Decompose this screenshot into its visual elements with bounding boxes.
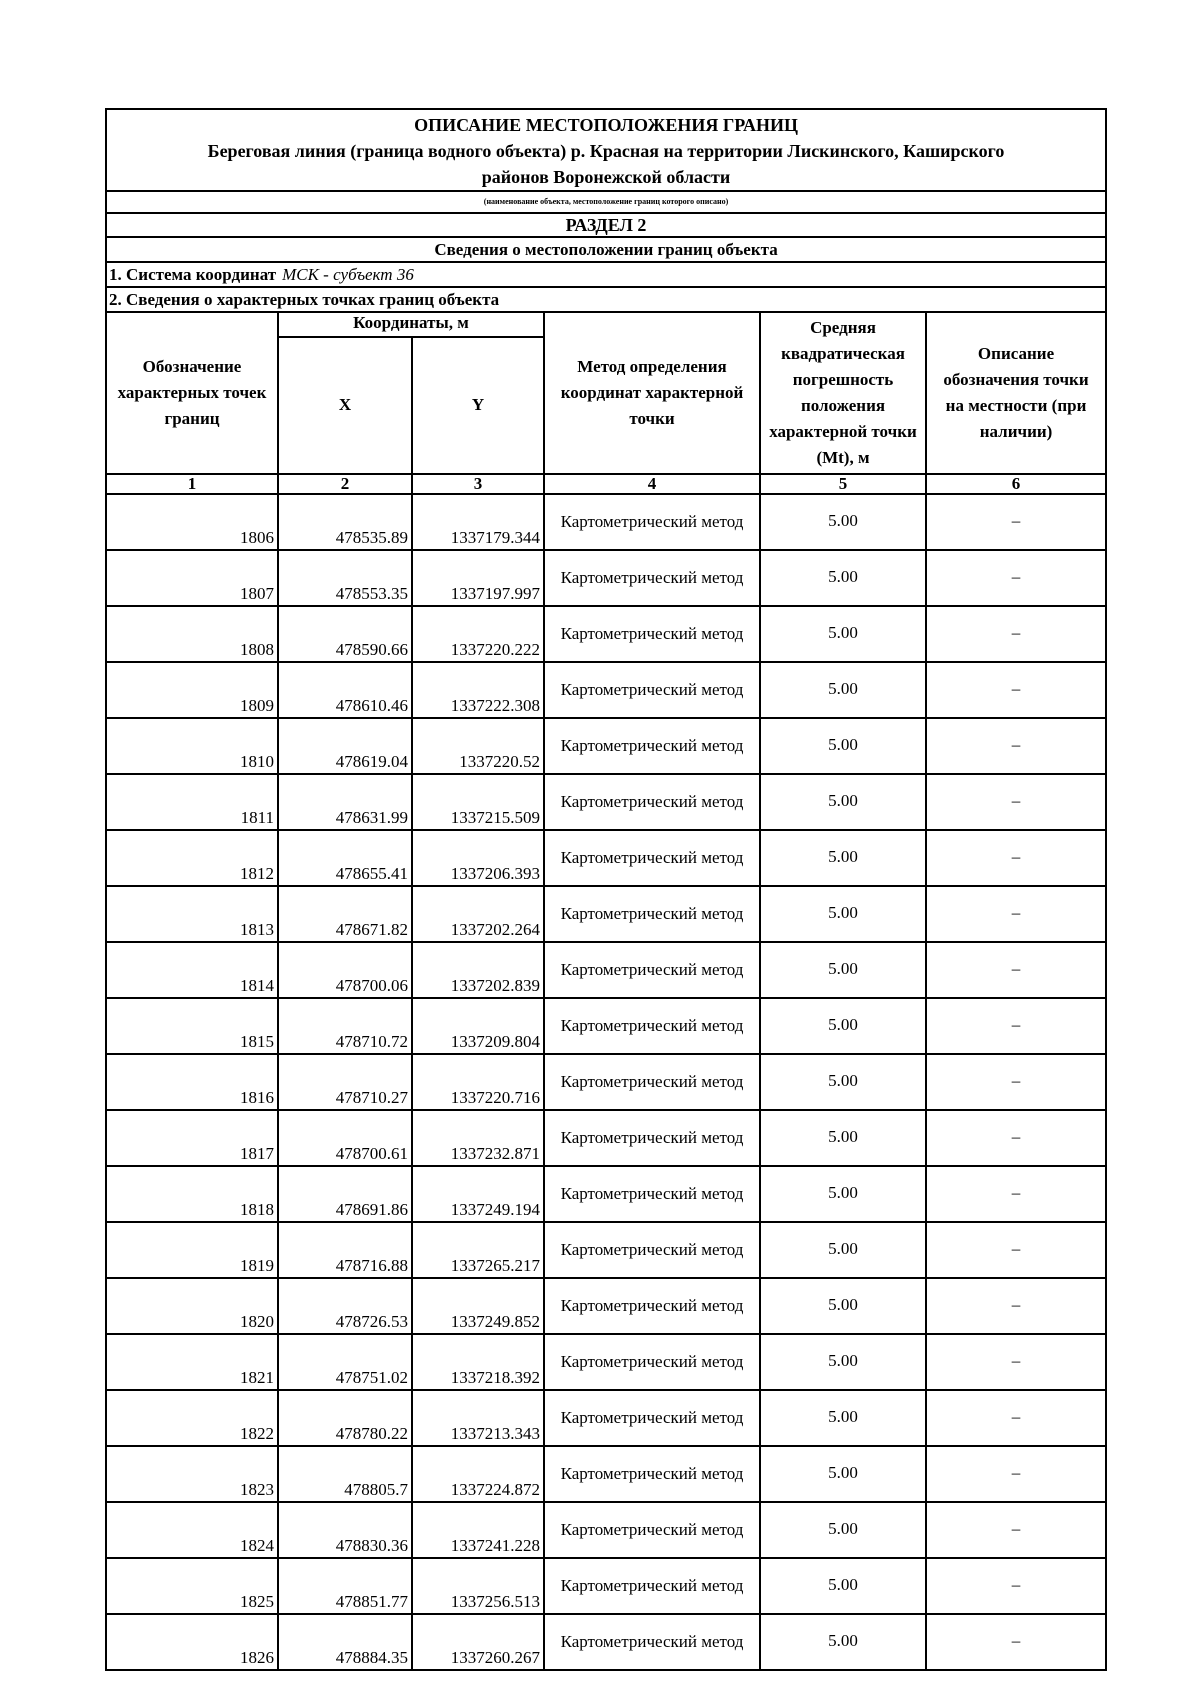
section-title: РАЗДЕЛ 2 [106, 213, 1106, 237]
table-row [106, 886, 1106, 942]
x-coordinate-cell: 478710.27 [278, 1054, 412, 1110]
error-cell: 5.00 [760, 662, 926, 718]
y-coordinate-cell: 1337220.52 [412, 718, 544, 774]
table-row [106, 718, 1106, 774]
y-coordinate-cell: 1337202.839 [412, 942, 544, 998]
method-cell: Картометрический метод [544, 1110, 760, 1166]
method-cell: Картометрический метод [544, 662, 760, 718]
x-coordinate-cell: 478830.36 [278, 1502, 412, 1558]
method-cell: Картометрический метод [544, 942, 760, 998]
point-id-cell: 1821 [106, 1334, 278, 1390]
error-cell: 5.00 [760, 942, 926, 998]
table-row [106, 550, 1106, 606]
point-id-cell: 1824 [106, 1502, 278, 1558]
points-title: 2. Сведения о характерных точках границ объекта [109, 290, 500, 309]
description-cell: – [926, 1334, 1106, 1390]
column-number: 1 [106, 474, 278, 494]
method-cell: Картометрический метод [544, 1558, 760, 1614]
col-header-y: Y [412, 337, 544, 474]
point-id-cell: 1813 [106, 886, 278, 942]
y-coordinate-cell: 1337202.264 [412, 886, 544, 942]
method-cell: Картометрический метод [544, 1334, 760, 1390]
x-coordinate-cell: 478710.72 [278, 998, 412, 1054]
error-cell: 5.00 [760, 774, 926, 830]
table-row [106, 1558, 1106, 1614]
description-cell: – [926, 774, 1106, 830]
description-cell: – [926, 1390, 1106, 1446]
description-cell: – [926, 718, 1106, 774]
column-number: 3 [412, 474, 544, 494]
object-caption: (наименование объекта, местоположение границ которого описано) [106, 191, 1106, 213]
table-row [106, 1222, 1106, 1278]
x-coordinate-cell: 478610.46 [278, 662, 412, 718]
object-name-line-1: Береговая линия (граница водного объекта) р. Красная на территории Лискинского, Каширского [207, 141, 1005, 161]
column-number: 4 [544, 474, 760, 494]
description-cell: – [926, 494, 1106, 550]
description-cell: – [926, 886, 1106, 942]
table-row [106, 1334, 1106, 1390]
point-id-cell: 1826 [106, 1614, 278, 1670]
y-coordinate-cell: 1337220.222 [412, 606, 544, 662]
description-cell: – [926, 606, 1106, 662]
method-cell: Картометрический метод [544, 1614, 760, 1670]
point-id-cell: 1808 [106, 606, 278, 662]
point-id-cell: 1814 [106, 942, 278, 998]
point-id-cell: 1816 [106, 1054, 278, 1110]
table-row [106, 1166, 1106, 1222]
boundary-table [105, 108, 1107, 1671]
error-cell: 5.00 [760, 1054, 926, 1110]
x-coordinate-cell: 478553.35 [278, 550, 412, 606]
y-coordinate-cell: 1337218.392 [412, 1334, 544, 1390]
table-row [106, 1054, 1106, 1110]
points-title-row [106, 287, 1106, 312]
description-cell: – [926, 550, 1106, 606]
x-coordinate-cell: 478619.04 [278, 718, 412, 774]
error-cell: 5.00 [760, 1390, 926, 1446]
x-coordinate-cell: 478805.7 [278, 1446, 412, 1502]
point-id-cell: 1823 [106, 1446, 278, 1502]
document-header [106, 109, 1106, 191]
y-coordinate-cell: 1337260.267 [412, 1614, 544, 1670]
point-id-cell: 1825 [106, 1558, 278, 1614]
y-coordinate-cell: 1337241.228 [412, 1502, 544, 1558]
coordinate-system-value: МСК - субъект 36 [282, 265, 414, 284]
coordinate-system-row [106, 262, 1106, 287]
y-coordinate-cell: 1337256.513 [412, 1558, 544, 1614]
error-cell: 5.00 [760, 1110, 926, 1166]
error-cell: 5.00 [760, 998, 926, 1054]
col-header-x: X [278, 337, 412, 474]
table-row [106, 830, 1106, 886]
x-coordinate-cell: 478691.86 [278, 1166, 412, 1222]
method-cell: Картометрический метод [544, 830, 760, 886]
x-coordinate-cell: 478535.89 [278, 494, 412, 550]
error-cell: 5.00 [760, 1222, 926, 1278]
col-header-designation: Обозначение характерных точек границ [106, 312, 278, 474]
method-cell: Картометрический метод [544, 1222, 760, 1278]
description-cell: – [926, 1110, 1106, 1166]
y-coordinate-cell: 1337220.716 [412, 1054, 544, 1110]
description-cell: – [926, 830, 1106, 886]
method-cell: Картометрический метод [544, 998, 760, 1054]
x-coordinate-cell: 478700.06 [278, 942, 412, 998]
method-cell: Картометрический метод [544, 1166, 760, 1222]
y-coordinate-cell: 1337213.343 [412, 1390, 544, 1446]
error-cell: 5.00 [760, 886, 926, 942]
method-cell: Картометрический метод [544, 1278, 760, 1334]
col-header-coordinates: Координаты, м [278, 312, 544, 337]
table-row [106, 1278, 1106, 1334]
point-id-cell: 1807 [106, 550, 278, 606]
error-cell: 5.00 [760, 1278, 926, 1334]
col-header-error: Средняя квадратическая погрешность положения характерной точки (Mt), м [760, 312, 926, 474]
x-coordinate-cell: 478655.41 [278, 830, 412, 886]
x-coordinate-cell: 478851.77 [278, 1558, 412, 1614]
description-cell: – [926, 1278, 1106, 1334]
error-cell: 5.00 [760, 1334, 926, 1390]
error-cell: 5.00 [760, 606, 926, 662]
error-cell: 5.00 [760, 1446, 926, 1502]
method-cell: Картометрический метод [544, 886, 760, 942]
point-id-cell: 1812 [106, 830, 278, 886]
col-header-method: Метод определения координат характерной точки [544, 312, 760, 474]
table-row [106, 1110, 1106, 1166]
x-coordinate-cell: 478590.66 [278, 606, 412, 662]
y-coordinate-cell: 1337206.393 [412, 830, 544, 886]
method-cell: Картометрический метод [544, 550, 760, 606]
method-cell: Картометрический метод [544, 494, 760, 550]
description-cell: – [926, 1222, 1106, 1278]
y-coordinate-cell: 1337215.509 [412, 774, 544, 830]
x-coordinate-cell: 478884.35 [278, 1614, 412, 1670]
error-cell: 5.00 [760, 830, 926, 886]
point-id-cell: 1809 [106, 662, 278, 718]
method-cell: Картометрический метод [544, 1446, 760, 1502]
point-id-cell: 1815 [106, 998, 278, 1054]
y-coordinate-cell: 1337232.871 [412, 1110, 544, 1166]
table-row [106, 774, 1106, 830]
point-id-cell: 1811 [106, 774, 278, 830]
y-coordinate-cell: 1337197.997 [412, 550, 544, 606]
description-cell: – [926, 662, 1106, 718]
description-cell: – [926, 1446, 1106, 1502]
description-cell: – [926, 1054, 1106, 1110]
column-number: 6 [926, 474, 1106, 494]
column-number: 2 [278, 474, 412, 494]
error-cell: 5.00 [760, 1558, 926, 1614]
table-row [106, 1614, 1106, 1670]
x-coordinate-cell: 478631.99 [278, 774, 412, 830]
method-cell: Картометрический метод [544, 1390, 760, 1446]
error-cell: 5.00 [760, 494, 926, 550]
point-id-cell: 1806 [106, 494, 278, 550]
x-coordinate-cell: 478726.53 [278, 1278, 412, 1334]
point-id-cell: 1822 [106, 1390, 278, 1446]
point-id-cell: 1818 [106, 1166, 278, 1222]
description-cell: – [926, 1166, 1106, 1222]
description-cell: – [926, 1614, 1106, 1670]
point-id-cell: 1810 [106, 718, 278, 774]
method-cell: Картометрический метод [544, 1502, 760, 1558]
error-cell: 5.00 [760, 1614, 926, 1670]
description-cell: – [926, 998, 1106, 1054]
y-coordinate-cell: 1337249.194 [412, 1166, 544, 1222]
method-cell: Картометрический метод [544, 606, 760, 662]
error-cell: 5.00 [760, 550, 926, 606]
method-cell: Картометрический метод [544, 774, 760, 830]
method-cell: Картометрический метод [544, 718, 760, 774]
description-cell: – [926, 1502, 1106, 1558]
x-coordinate-cell: 478700.61 [278, 1110, 412, 1166]
description-cell: – [926, 942, 1106, 998]
table-row [106, 1446, 1106, 1502]
column-number: 5 [760, 474, 926, 494]
y-coordinate-cell: 1337179.344 [412, 494, 544, 550]
y-coordinate-cell: 1337265.217 [412, 1222, 544, 1278]
y-coordinate-cell: 1337224.872 [412, 1446, 544, 1502]
method-cell: Картометрический метод [544, 1054, 760, 1110]
table-row [106, 1390, 1106, 1446]
error-cell: 5.00 [760, 718, 926, 774]
x-coordinate-cell: 478751.02 [278, 1334, 412, 1390]
table-row [106, 606, 1106, 662]
section-subtitle: Сведения о местоположении границ объекта [106, 237, 1106, 262]
object-name-line-2: районов Воронежской области [481, 167, 731, 187]
point-id-cell: 1820 [106, 1278, 278, 1334]
col-header-description: Описание обозначения точки на местности (при наличии) [926, 312, 1106, 474]
y-coordinate-cell: 1337222.308 [412, 662, 544, 718]
coordinate-system-label: 1. Система координат [109, 265, 277, 284]
error-cell: 5.00 [760, 1166, 926, 1222]
y-coordinate-cell: 1337249.852 [412, 1278, 544, 1334]
table-row [106, 1502, 1106, 1558]
column-number-row [106, 474, 1106, 494]
x-coordinate-cell: 478716.88 [278, 1222, 412, 1278]
table-row [106, 942, 1106, 998]
table-row [106, 494, 1106, 550]
y-coordinate-cell: 1337209.804 [412, 998, 544, 1054]
table-row [106, 998, 1106, 1054]
description-cell: – [926, 1558, 1106, 1614]
point-id-cell: 1819 [106, 1222, 278, 1278]
error-cell: 5.00 [760, 1502, 926, 1558]
x-coordinate-cell: 478780.22 [278, 1390, 412, 1446]
boundary-description-document [105, 108, 1105, 1671]
document-title: ОПИСАНИЕ МЕСТОПОЛОЖЕНИЯ ГРАНИЦ [414, 115, 798, 135]
x-coordinate-cell: 478671.82 [278, 886, 412, 942]
table-row [106, 662, 1106, 718]
point-id-cell: 1817 [106, 1110, 278, 1166]
